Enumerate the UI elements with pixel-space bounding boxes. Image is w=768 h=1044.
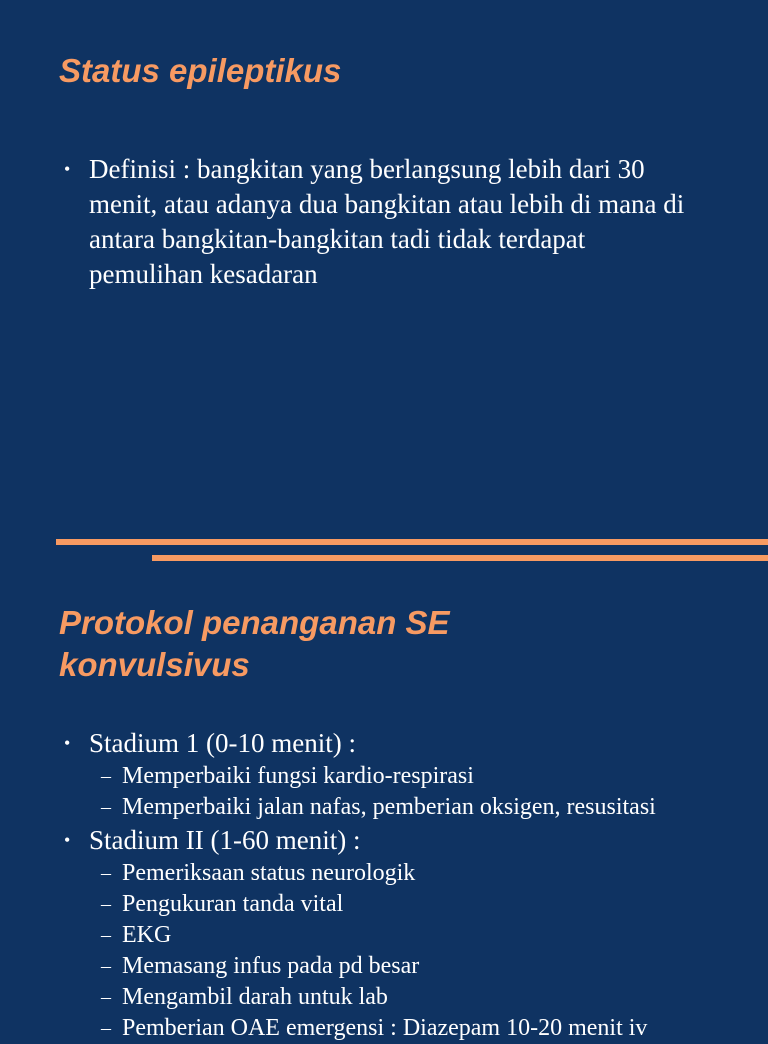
bullet-item <box>62 823 742 1044</box>
separator-line <box>152 555 768 561</box>
dash-icon: – <box>101 955 111 977</box>
sub-text: Pemberian OAE emergensi : Diazepam 10-20 menit iv <box>122 1015 648 1041</box>
sub-item <box>89 858 742 889</box>
sub-text: EKG <box>122 922 172 948</box>
bullet-list <box>62 726 742 1044</box>
bullet-dot-icon: • <box>64 830 71 850</box>
sub-text: Mengambil darah untuk lab <box>122 984 388 1010</box>
sub-item <box>89 951 742 982</box>
dash-icon: – <box>101 765 111 787</box>
slide-title: Protokol penanganan SE konvulsivus <box>59 604 450 683</box>
sub-list <box>89 761 742 823</box>
sub-text: Memperbaiki jalan nafas, pemberian oksigen, resusitasi <box>122 794 656 820</box>
separator-line <box>56 539 768 545</box>
sub-item <box>89 761 742 792</box>
slide-protokol-penanganan <box>0 570 768 1041</box>
bullet-item <box>62 726 742 823</box>
sub-item <box>89 792 742 823</box>
dash-icon: – <box>101 1017 111 1039</box>
dash-icon: – <box>101 924 111 946</box>
sub-item <box>89 920 742 951</box>
bullet-dot-icon: • <box>64 733 71 753</box>
bullet-dot-icon: • <box>64 159 71 179</box>
sub-text: Pemeriksaan status neurologik <box>122 860 416 886</box>
bullet-list <box>62 152 702 292</box>
sub-text: Memasang infus pada pd besar <box>122 953 420 979</box>
dash-icon: – <box>101 986 111 1008</box>
sub-item <box>89 982 742 1013</box>
bullet-text: Stadium 1 (0-10 menit) : <box>89 728 356 758</box>
sub-item <box>89 889 742 920</box>
dash-icon: – <box>101 862 111 884</box>
sub-item <box>89 1013 742 1044</box>
bullet-text: Stadium II (1-60 menit) : <box>89 825 361 855</box>
sub-text: Pengukuran tanda vital <box>122 891 344 917</box>
slide-title: Status epileptikus <box>59 52 342 89</box>
dash-icon: – <box>101 796 111 818</box>
sub-list <box>89 858 742 1044</box>
bullet-item <box>62 152 702 292</box>
dash-icon: – <box>101 893 111 915</box>
sub-text: Memperbaiki fungsi kardio-respirasi <box>122 763 474 789</box>
bullet-text: Definisi : bangkitan yang berlangsung lebih dari 30 menit, atau adanya dua bangkitan atau lebih di mana di antara bangkitan-bangkitan tadi tidak terdapat pemulihan kesadaran <box>89 154 685 289</box>
